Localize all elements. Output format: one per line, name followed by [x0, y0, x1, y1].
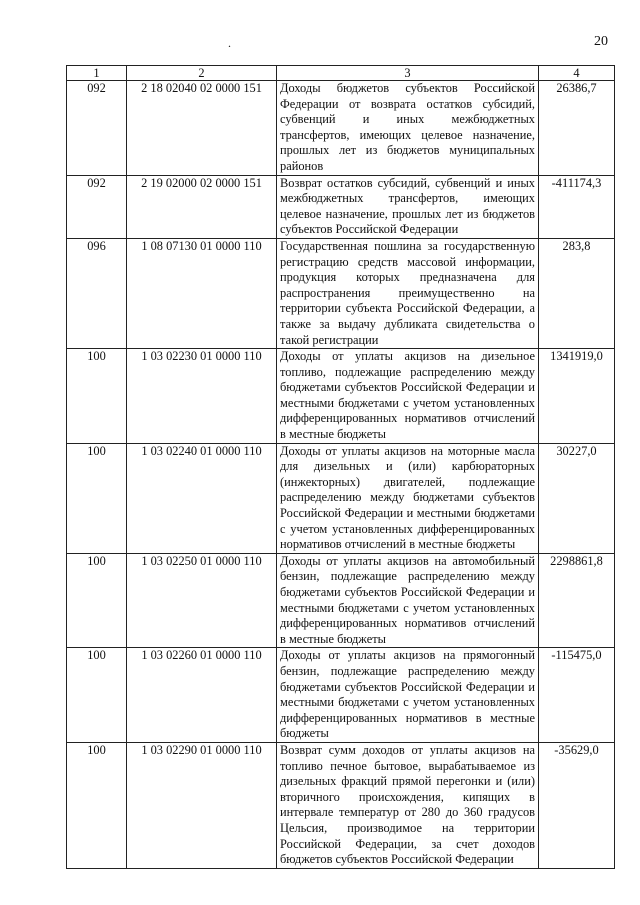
amount: 26386,7 [539, 81, 615, 176]
amount: 1341919,0 [539, 349, 615, 444]
administrator-code: 100 [67, 443, 127, 553]
table-row [67, 742, 615, 868]
revenue-name: Государственная пошлина за государственную регистрацию средств массовой информации, продукция которых предназначена для распространения преимущественно на территории субъекта Российской Федерации, а также за выдачу дубликата свидетельства о такой регистрации [277, 238, 539, 348]
budget-classification-code: 2 18 02040 02 0000 151 [127, 81, 277, 176]
administrator-code: 092 [67, 175, 127, 238]
administrator-code: 096 [67, 238, 127, 348]
administrator-code: 100 [67, 349, 127, 444]
table-row [67, 349, 615, 444]
revenue-name: Доходы от уплаты акцизов на прямогонный бензин, подлежащие распределению между бюджетами субъектов Российской Федерации и местными бюджетами с учетом установленных дифференцированных нормативов в местные бюджеты [277, 648, 539, 743]
amount: 30227,0 [539, 443, 615, 553]
column-header-2: 2 [127, 66, 277, 81]
table-row [67, 238, 615, 348]
table-row [67, 81, 615, 176]
budget-classification-code: 2 19 02000 02 0000 151 [127, 175, 277, 238]
amount: -115475,0 [539, 648, 615, 743]
revenue-name: Возврат сумм доходов от уплаты акцизов на топливо печное бытовое, вырабатываемое из дизельных фракций прямой перегонки и (или) вторичного происхождения, кипящих в интервале температур от 280 до 360 градусов Цельсия, производимое на территории Российской Федерации, за счет доходов бюджетов субъектов Российской Федерации [277, 742, 539, 868]
budget-classification-code: 1 03 02250 01 0000 110 [127, 553, 277, 648]
table-row [67, 443, 615, 553]
revenue-name: Доходы от уплаты акцизов на дизельное топливо, подлежащие распределению между бюджетами субъектов Российской Федерации и местными бюджетами с учетом установленных дифференцированных нормативов отчислений в местные бюджеты [277, 349, 539, 444]
revenue-name: Доходы бюджетов субъектов Российской Федерации от возврата остатков субсидий, субвенций и иных межбюджетных трансфертов, имеющих целевое назначение, прошлых лет из бюджетов муниципальных районов [277, 81, 539, 176]
budget-classification-code: 1 08 07130 01 0000 110 [127, 238, 277, 348]
administrator-code: 092 [67, 81, 127, 176]
administrator-code: 100 [67, 553, 127, 648]
amount: 2298861,8 [539, 553, 615, 648]
revenue-table [66, 65, 615, 869]
table-row [67, 553, 615, 648]
budget-classification-code: 1 03 02230 01 0000 110 [127, 349, 277, 444]
administrator-code: 100 [67, 742, 127, 868]
column-header-4: 4 [539, 66, 615, 81]
administrator-code: 100 [67, 648, 127, 743]
revenue-name: Возврат остатков субсидий, субвенций и иных межбюджетных трансфертов, имеющих целевое назначение, прошлых лет из бюджетов субъектов Российской Федерации [277, 175, 539, 238]
page-number: 20 [594, 34, 608, 49]
column-number-row [67, 66, 615, 81]
amount: -411174,3 [539, 175, 615, 238]
amount: -35629,0 [539, 742, 615, 868]
budget-classification-code: 1 03 02260 01 0000 110 [127, 648, 277, 743]
amount: 283,8 [539, 238, 615, 348]
table-row [67, 175, 615, 238]
column-header-3: 3 [277, 66, 539, 81]
budget-classification-code: 1 03 02240 01 0000 110 [127, 443, 277, 553]
budget-classification-code: 1 03 02290 01 0000 110 [127, 742, 277, 868]
column-header-1: 1 [67, 66, 127, 81]
revenue-name: Доходы от уплаты акцизов на моторные масла для дизельных и (или) карбюраторных (инжекторных) двигателей, подлежащие распределению между бюджетами субъектов Российской Федерации и местными бюджетами с учетом установленных дифференцированных нормативов отчислений в местные бюджеты [277, 443, 539, 553]
stray-dot-mark: . [228, 36, 231, 50]
table-row [67, 648, 615, 743]
revenue-name: Доходы от уплаты акцизов на автомобильный бензин, подлежащие распределению между бюджетами субъектов Российской Федерации и местными бюджетами с учетом установленных дифференцированных нормативов отчислений в местные бюджеты [277, 553, 539, 648]
